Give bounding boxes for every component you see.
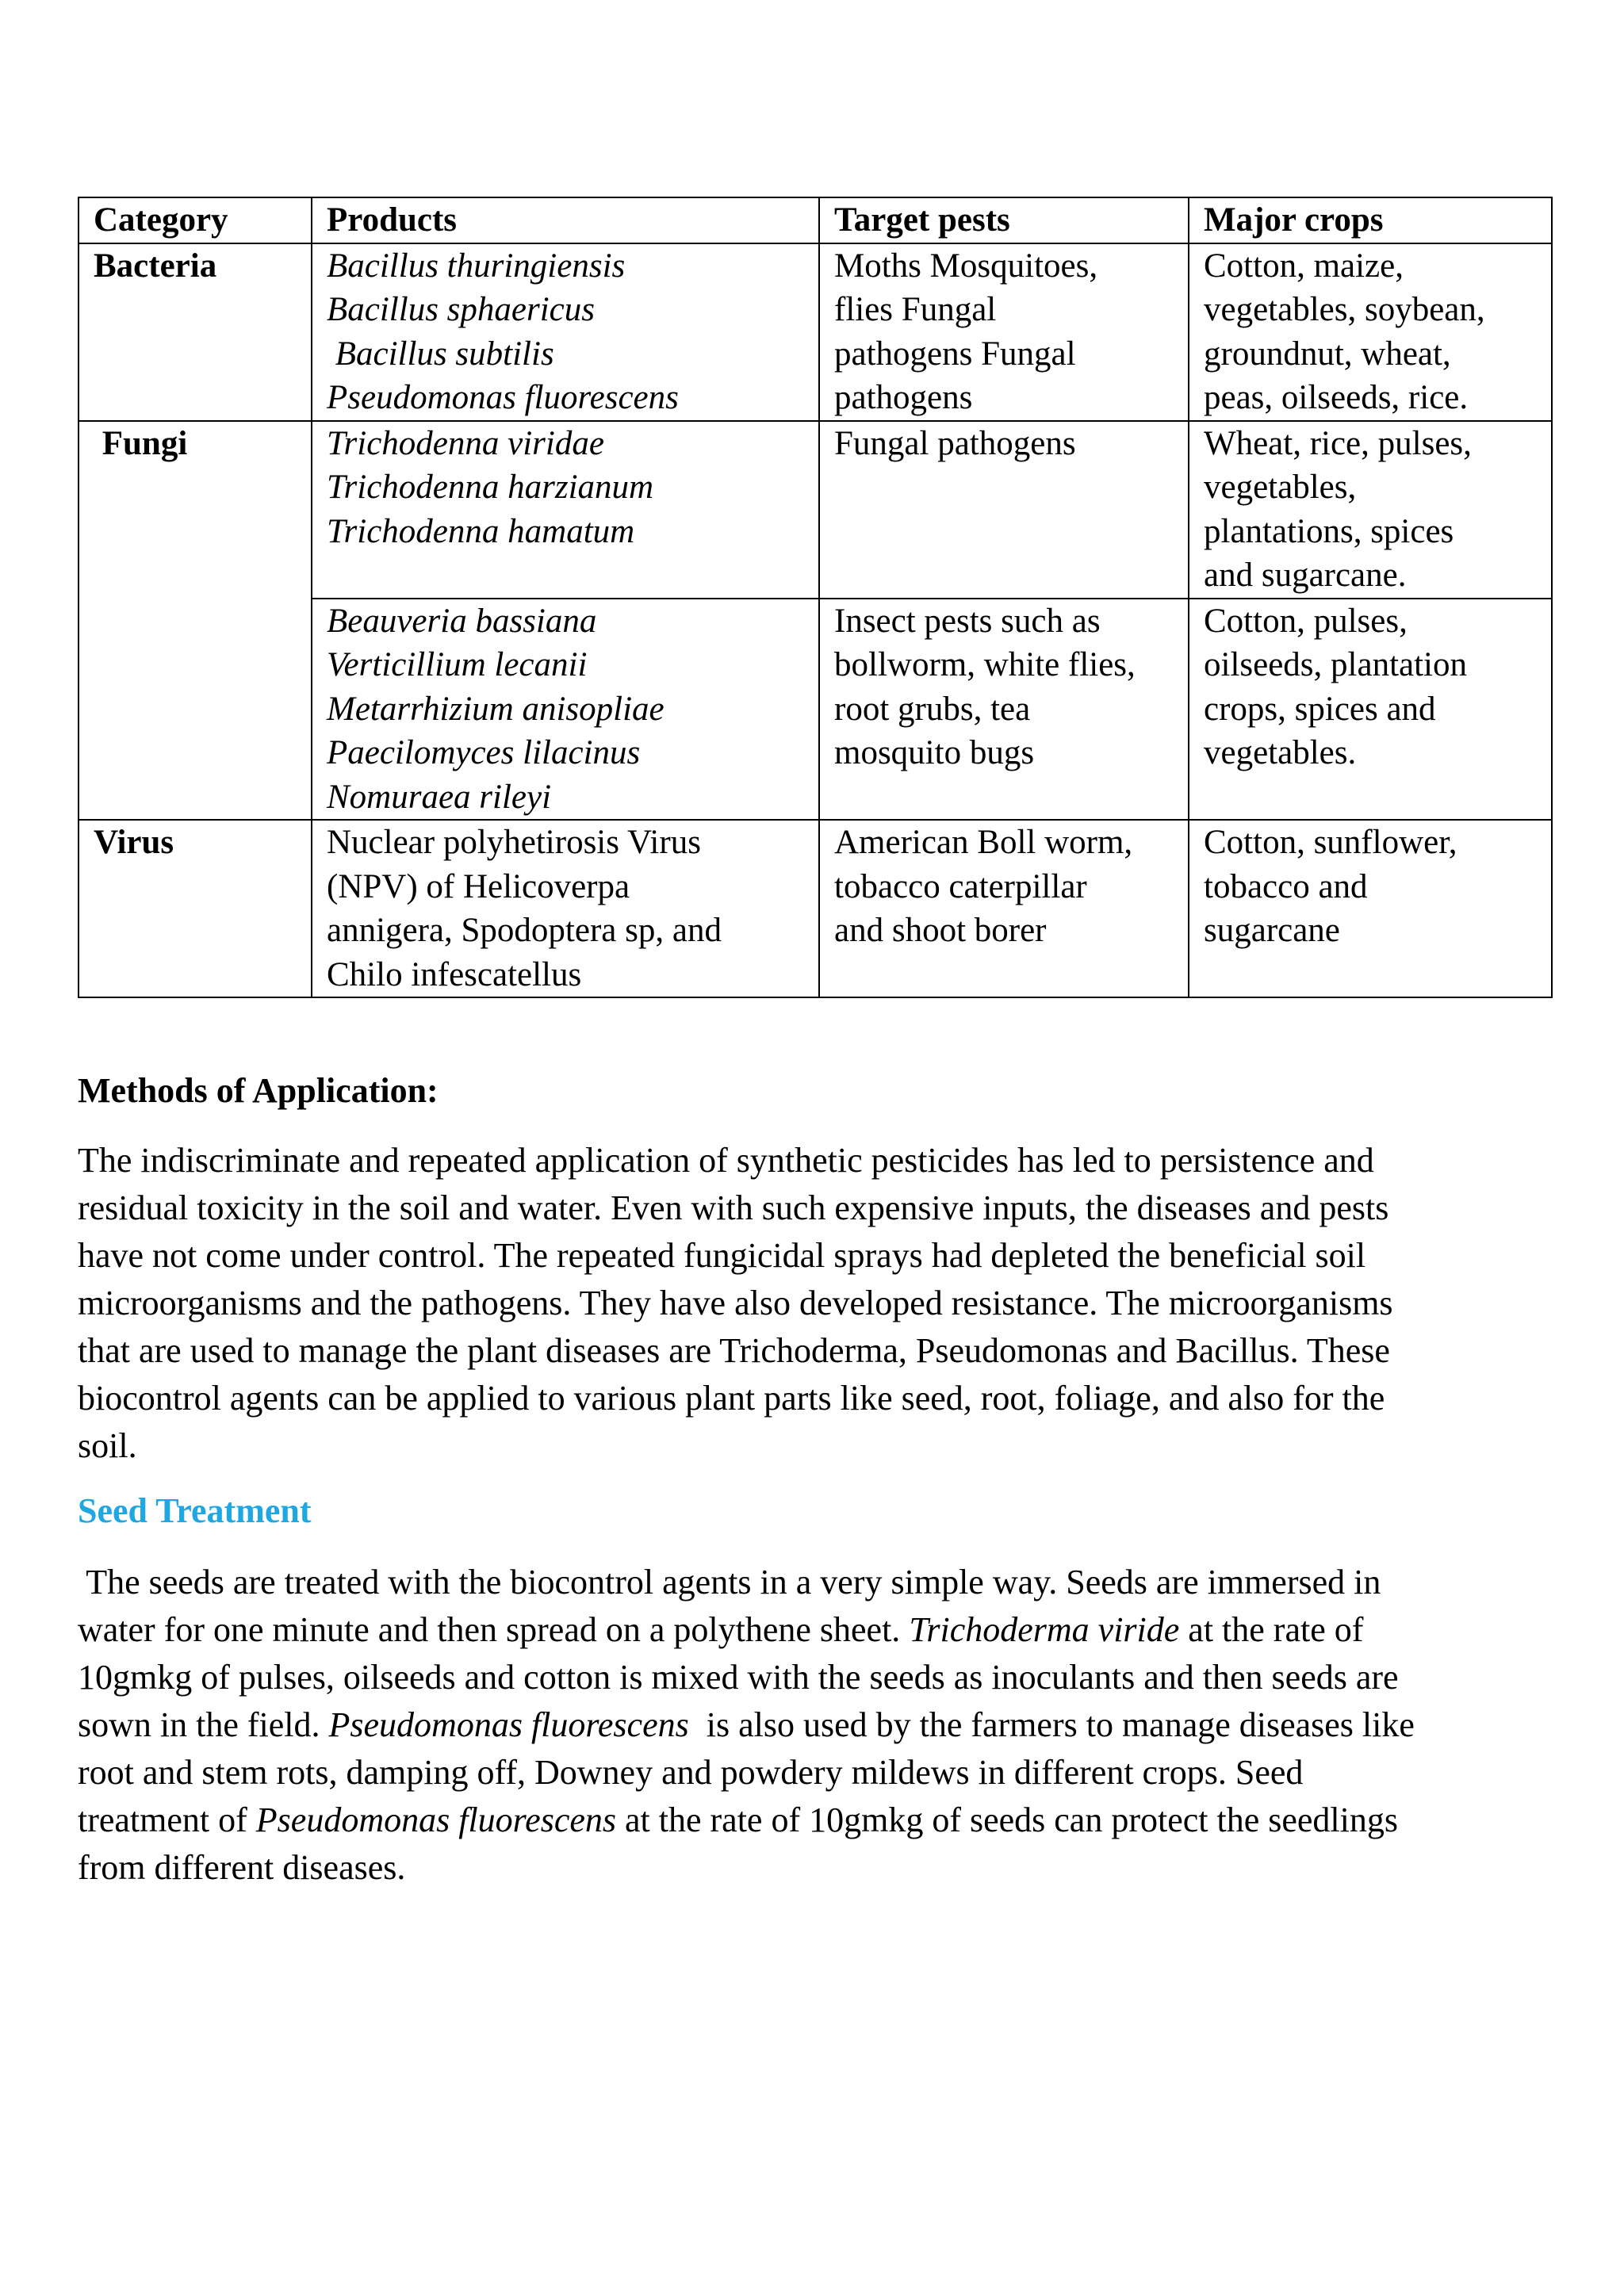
target-pests-cell [819, 599, 1189, 821]
products-cell [312, 599, 819, 821]
header-products: Products [312, 197, 819, 243]
target-line: bollworm, white flies, [834, 646, 1136, 683]
target-pests-cell [819, 243, 1189, 421]
table-row-fungi [79, 421, 1552, 599]
target-line: mosquito bugs [834, 734, 1035, 771]
text-run: sown in the field. [78, 1705, 329, 1744]
biocontrol-agents-table [78, 197, 1553, 998]
category-cell [79, 820, 312, 997]
header-major-crops: Major crops [1189, 197, 1552, 243]
header-category: Category [79, 197, 312, 243]
paragraph-line: The seeds are treated with the biocontrol agents in a very simple way. Seeds are immersed in [78, 1563, 1381, 1601]
crop-line: peas, oilseeds, rice. [1204, 379, 1469, 416]
crop-line: Cotton, maize, [1204, 247, 1404, 285]
products-cell [312, 421, 819, 599]
product-name: Verticillium lecanii [327, 646, 588, 683]
product-name: Paecilomyces lilacinus [327, 734, 641, 771]
paragraph-line [78, 1606, 1553, 1654]
paragraph-line [78, 1701, 1553, 1749]
product-name: Trichodenna viridae [327, 424, 604, 462]
product-name: Chilo infescatellus [327, 955, 582, 993]
product-name: Nuclear polyhetirosis Virus [327, 824, 701, 861]
crop-line: tobacco and [1204, 867, 1368, 905]
text-run: at the rate of [1179, 1610, 1364, 1649]
category-label: Virus [94, 824, 174, 861]
target-line: and shoot borer [834, 912, 1047, 949]
paragraph-line: have not come under control. The repeated fungicidal sprays had depleted the beneficial soil [78, 1236, 1366, 1275]
crop-line: oilseeds, plantation [1204, 646, 1467, 683]
crop-line: vegetables, soybean, [1204, 291, 1485, 328]
crop-line: and sugarcane. [1204, 557, 1407, 594]
products-cell [312, 243, 819, 421]
paragraph-line: 10gmkg of pulses, oilseeds and cotton is mixed with the seeds as inoculants and then seeds are [78, 1658, 1399, 1697]
paragraph-line: root and stem rots, damping off, Downey and powdery mildews in different crops. Seed [78, 1753, 1304, 1792]
category-label: Fungi [94, 424, 188, 462]
text-run: water for one minute and then spread on a polythene sheet. [78, 1610, 910, 1649]
product-name: Trichodenna harzianum [327, 469, 654, 506]
crop-line: sugarcane [1204, 912, 1340, 949]
product-name: Beauveria bassiana [327, 602, 597, 640]
target-line: root grubs, tea [834, 690, 1031, 728]
category-cell [79, 421, 312, 599]
crop-line: vegetables. [1204, 734, 1357, 771]
table-row-bacteria [79, 243, 1552, 421]
product-name: Nomuraea rileyi [327, 778, 552, 816]
target-line: Moths Mosquitoes, [834, 247, 1098, 285]
header-target-pests: Target pests [819, 197, 1189, 243]
species-name: Pseudomonas fluorescens [328, 1705, 689, 1744]
seed-treatment-paragraph [78, 1559, 1553, 1892]
methods-paragraph [78, 1137, 1553, 1470]
product-name: (NPV) of Helicoverpa [327, 867, 630, 905]
table-row-virus [79, 820, 1552, 997]
table-header-row [79, 197, 1552, 243]
product-name: Metarrhizium anisopliae [327, 690, 665, 728]
product-name: Pseudomonas fluorescens [327, 379, 679, 416]
table-row-fungi-insect [79, 599, 1552, 821]
major-crops-cell [1189, 243, 1552, 421]
major-crops-cell [1189, 820, 1552, 997]
paragraph-line: The indiscriminate and repeated application of synthetic pesticides has led to persistence and [78, 1141, 1374, 1180]
target-line: tobacco caterpillar [834, 867, 1087, 905]
major-crops-cell [1189, 599, 1552, 821]
products-cell [312, 820, 819, 997]
paragraph-line: from different diseases. [78, 1848, 406, 1887]
text-run: at the rate of 10gmkg of seeds can protect the seedlings [616, 1800, 1399, 1839]
crop-line: crops, spices and [1204, 690, 1436, 728]
target-line: Fungal pathogens [834, 424, 1076, 462]
paragraph-line: that are used to manage the plant diseases are Trichoderma, Pseudomonas and Bacillus. These [78, 1331, 1390, 1370]
crop-line: Cotton, pulses, [1204, 602, 1408, 640]
crop-line: vegetables, [1204, 469, 1357, 506]
paragraph-line: residual toxicity in the soil and water. Even with such expensive inputs, the diseases and pests [78, 1188, 1389, 1227]
paragraph-line [78, 1797, 1553, 1844]
text-run: treatment of [78, 1800, 256, 1839]
target-line: pathogens Fungal [834, 335, 1076, 373]
major-crops-cell [1189, 421, 1552, 599]
product-name: Bacillus subtilis [327, 335, 554, 373]
paragraph-line: soil. [78, 1426, 137, 1465]
product-name: Trichodenna hamatum [327, 512, 635, 550]
seed-treatment-heading: Seed Treatment [78, 1491, 312, 1530]
crop-line: plantations, spices [1204, 512, 1454, 550]
category-cell [79, 599, 312, 821]
target-line: flies Fungal [834, 291, 997, 328]
category-label: Bacteria [94, 247, 217, 285]
crop-line: groundnut, wheat, [1204, 335, 1451, 373]
paragraph-line: microorganisms and the pathogens. They have also developed resistance. The microorganisms [78, 1284, 1393, 1322]
target-pests-cell [819, 820, 1189, 997]
species-name: Trichoderma viride [909, 1610, 1180, 1649]
species-name: Pseudomonas fluorescens [255, 1800, 616, 1839]
text-run: is also used by the farmers to manage diseases like [688, 1705, 1415, 1744]
target-line: American Boll worm, [834, 824, 1133, 861]
product-name: Bacillus sphaericus [327, 291, 595, 328]
product-name: Bacillus thuringiensis [327, 247, 626, 285]
crop-line: Wheat, rice, pulses, [1204, 424, 1472, 462]
paragraph-line: biocontrol agents can be applied to various plant parts like seed, root, foliage, and also for the [78, 1379, 1385, 1418]
crop-line: Cotton, sunflower, [1204, 824, 1457, 861]
product-name: annigera, Spodoptera sp, and [327, 912, 722, 949]
methods-heading: Methods of Application: [78, 1071, 439, 1110]
category-cell [79, 243, 312, 421]
target-pests-cell [819, 421, 1189, 599]
target-line: Insect pests such as [834, 602, 1101, 640]
target-line: pathogens [834, 379, 973, 416]
